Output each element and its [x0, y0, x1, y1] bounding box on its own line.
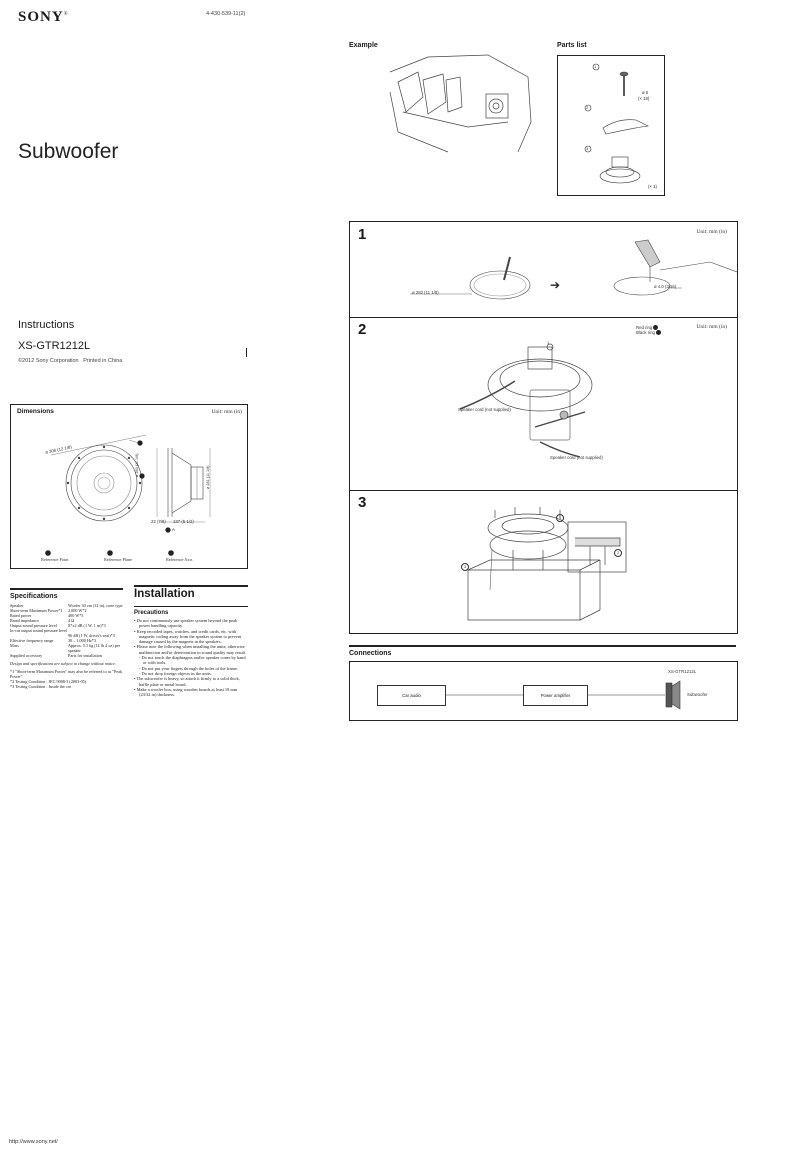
spec-label: Rated power	[10, 613, 32, 618]
sony-logo: SONY®	[18, 9, 69, 25]
specifications-heading: Specifications	[10, 588, 123, 600]
screw-size-label: ø 5	[642, 90, 649, 95]
step-3-drawing	[350, 490, 737, 633]
spec-label: Rated impedance	[10, 618, 39, 623]
depth-a-label: 22 (7/8)	[151, 519, 166, 524]
outer-diameter-label: ø 306 (12 1/8)	[44, 444, 73, 455]
car-example-illustration	[388, 52, 533, 157]
spec-label: Short-term Maximum Power*1	[10, 608, 63, 613]
dimensions-box	[10, 404, 248, 569]
subwoofer-label: Subwoofer	[687, 692, 708, 697]
precaution-item: • Make a woofer box, using wooden boards at least 18 mm (23/32 in) thickness.	[134, 686, 238, 698]
footnote: *1 "Short-term Maximum Power" may also be referred to as "Peak Power".	[10, 669, 123, 679]
spec-row	[10, 643, 123, 653]
spec-value: 400 W*3	[68, 613, 84, 618]
step-2-callout-1: 1	[547, 341, 550, 345]
spec-value: Approx. 5.1 kg (11 lb 4 oz) per speaker	[68, 643, 121, 653]
copyright-line: ©2012 Sony Corporation Printed in China	[18, 358, 123, 364]
precaution-item: • The subwoofer is heavy, so attach it firmly to a solid thick, baffle plate or metal board.	[134, 676, 240, 687]
speaker-cord-label-1: Speaker cord (not supplied)	[458, 407, 511, 412]
spec-value: 96 dB (1 W, driver's seat)*3	[68, 633, 115, 638]
connections-box	[349, 661, 738, 721]
step-2-unit: Unit: mm (in)	[696, 324, 727, 330]
spec-value: Parts for installation	[68, 653, 102, 658]
crop-mark	[246, 348, 247, 357]
step-1-number: 1	[358, 226, 367, 243]
speaker-qty-label: (× 1)	[648, 184, 657, 189]
reference-point-label: Reference Point	[41, 557, 69, 562]
spec-value: 4 Ω	[68, 618, 75, 623]
spec-label: In-car output sound pressure level	[10, 628, 67, 633]
red-ring-label: Red ring	[636, 325, 658, 330]
power-amplifier-box: Power amplifier	[523, 685, 588, 706]
mount-diameter-label: ø 283 (11 1/8)	[135, 453, 139, 477]
specifications-section	[10, 588, 123, 689]
marker-a-label: A	[172, 527, 175, 532]
step-3-callout-1: 1	[556, 514, 564, 522]
parts-heading: Parts list	[557, 42, 587, 49]
cut-diameter-label: ø 282 (11 1/8)	[412, 290, 439, 295]
step-3-callout-2: 2	[614, 549, 622, 557]
step-2-drawing	[350, 317, 737, 492]
spec-value: Woofer 30 cm (12 in), cone type	[68, 603, 123, 608]
page-title: Subwoofer	[18, 140, 119, 163]
reference-axis-label: Reference Axis	[166, 557, 193, 562]
precaution-item: - Do not touch the diaphragms and/or speaker cones by hand or with tools.	[139, 655, 246, 666]
precaution-item: • Please note the following when installing the units; otherwise malfunction and/or deterioration in sound quality may result.	[134, 644, 247, 655]
spec-label: Output sound pressure level	[10, 623, 57, 628]
installation-heading: Installation	[134, 585, 248, 600]
precaution-item: - Do not put your fingers through the holes of the frame.	[139, 665, 239, 671]
spec-value: 2,000 W*2	[68, 608, 87, 613]
specifications-table	[10, 603, 123, 658]
step-3-callout-3: 3	[461, 563, 469, 571]
precaution-item: - Do not drop foreign objects in the units.	[139, 670, 212, 676]
dimensions-drawing	[11, 405, 247, 568]
step-1-unit: Unit: mm (in)	[696, 229, 727, 235]
back-diameter-label: ø 281 (11 1/8)	[206, 465, 210, 489]
design-note: Design and specifications are subject to change without notice.	[10, 661, 117, 666]
svg-text:➔: ➔	[550, 278, 561, 292]
precautions-list	[134, 618, 248, 697]
spec-label: Effective frequency range	[10, 638, 54, 643]
footnote: *3 Testing Condition : Inside the car	[10, 684, 72, 689]
parts-list-box	[557, 55, 665, 196]
depth-b-label: 137 (5 1/2)	[173, 519, 194, 524]
spec-label: Supplied accessory	[10, 653, 43, 658]
connections-heading: Connections	[349, 645, 736, 657]
speaker-cord-label-2: Speaker cord (not supplied)	[550, 455, 603, 460]
step-3-number: 3	[358, 494, 367, 511]
drill-diameter-label: ø 4.0 (3/16)	[654, 284, 677, 289]
document-number: 4-430-539-11(2)	[206, 11, 246, 17]
instructions-label: Instructions	[18, 319, 75, 331]
dimensions-unit: Unit: mm (in)	[211, 409, 242, 415]
spec-value: 87±2 dB (1 W, 1 m)*3	[68, 623, 106, 628]
spec-row	[10, 653, 123, 658]
spec-value: 30 – 1,000 Hz*3	[68, 638, 96, 643]
step-2-number: 2	[358, 321, 367, 338]
precaution-item: • Keep recorded tapes, watches, and credit cards, etc. with magnetic coding away from the speaker system to prevent damage caused by the magnets in the speakers.	[134, 628, 242, 645]
part-number-3: 3	[586, 146, 589, 151]
screw-qty-label: (× 18)	[638, 96, 650, 101]
steps-box	[349, 221, 738, 634]
connection-model-label: XS-GTR1212L	[668, 669, 697, 674]
spec-label: Mass	[10, 643, 19, 648]
installation-section	[134, 585, 248, 697]
precautions-heading: Precautions	[134, 606, 248, 616]
footnote: *2 Testing Condition : JEC 9008-3 (2003-05)	[10, 679, 87, 684]
part-number-1: 1	[594, 64, 597, 69]
step-1-drawing	[350, 222, 737, 317]
reference-plane-label: Reference Plane	[104, 557, 133, 562]
spec-label: Speaker	[10, 603, 24, 608]
car-audio-box: Car audio	[377, 685, 446, 706]
model-number: XS-GTR1212L	[18, 340, 91, 352]
example-heading: Example	[349, 42, 378, 49]
precaution-item: • Do not continuously use speaker system beyond the peak power handling capacity.	[134, 618, 238, 629]
black-ring-label: Black ring	[636, 330, 661, 335]
dimensions-heading: Dimensions	[17, 408, 54, 415]
parts-drawing	[558, 56, 664, 195]
part-number-2: 2	[586, 105, 589, 110]
footer-url[interactable]: http://www.sony.net/	[9, 1139, 58, 1145]
